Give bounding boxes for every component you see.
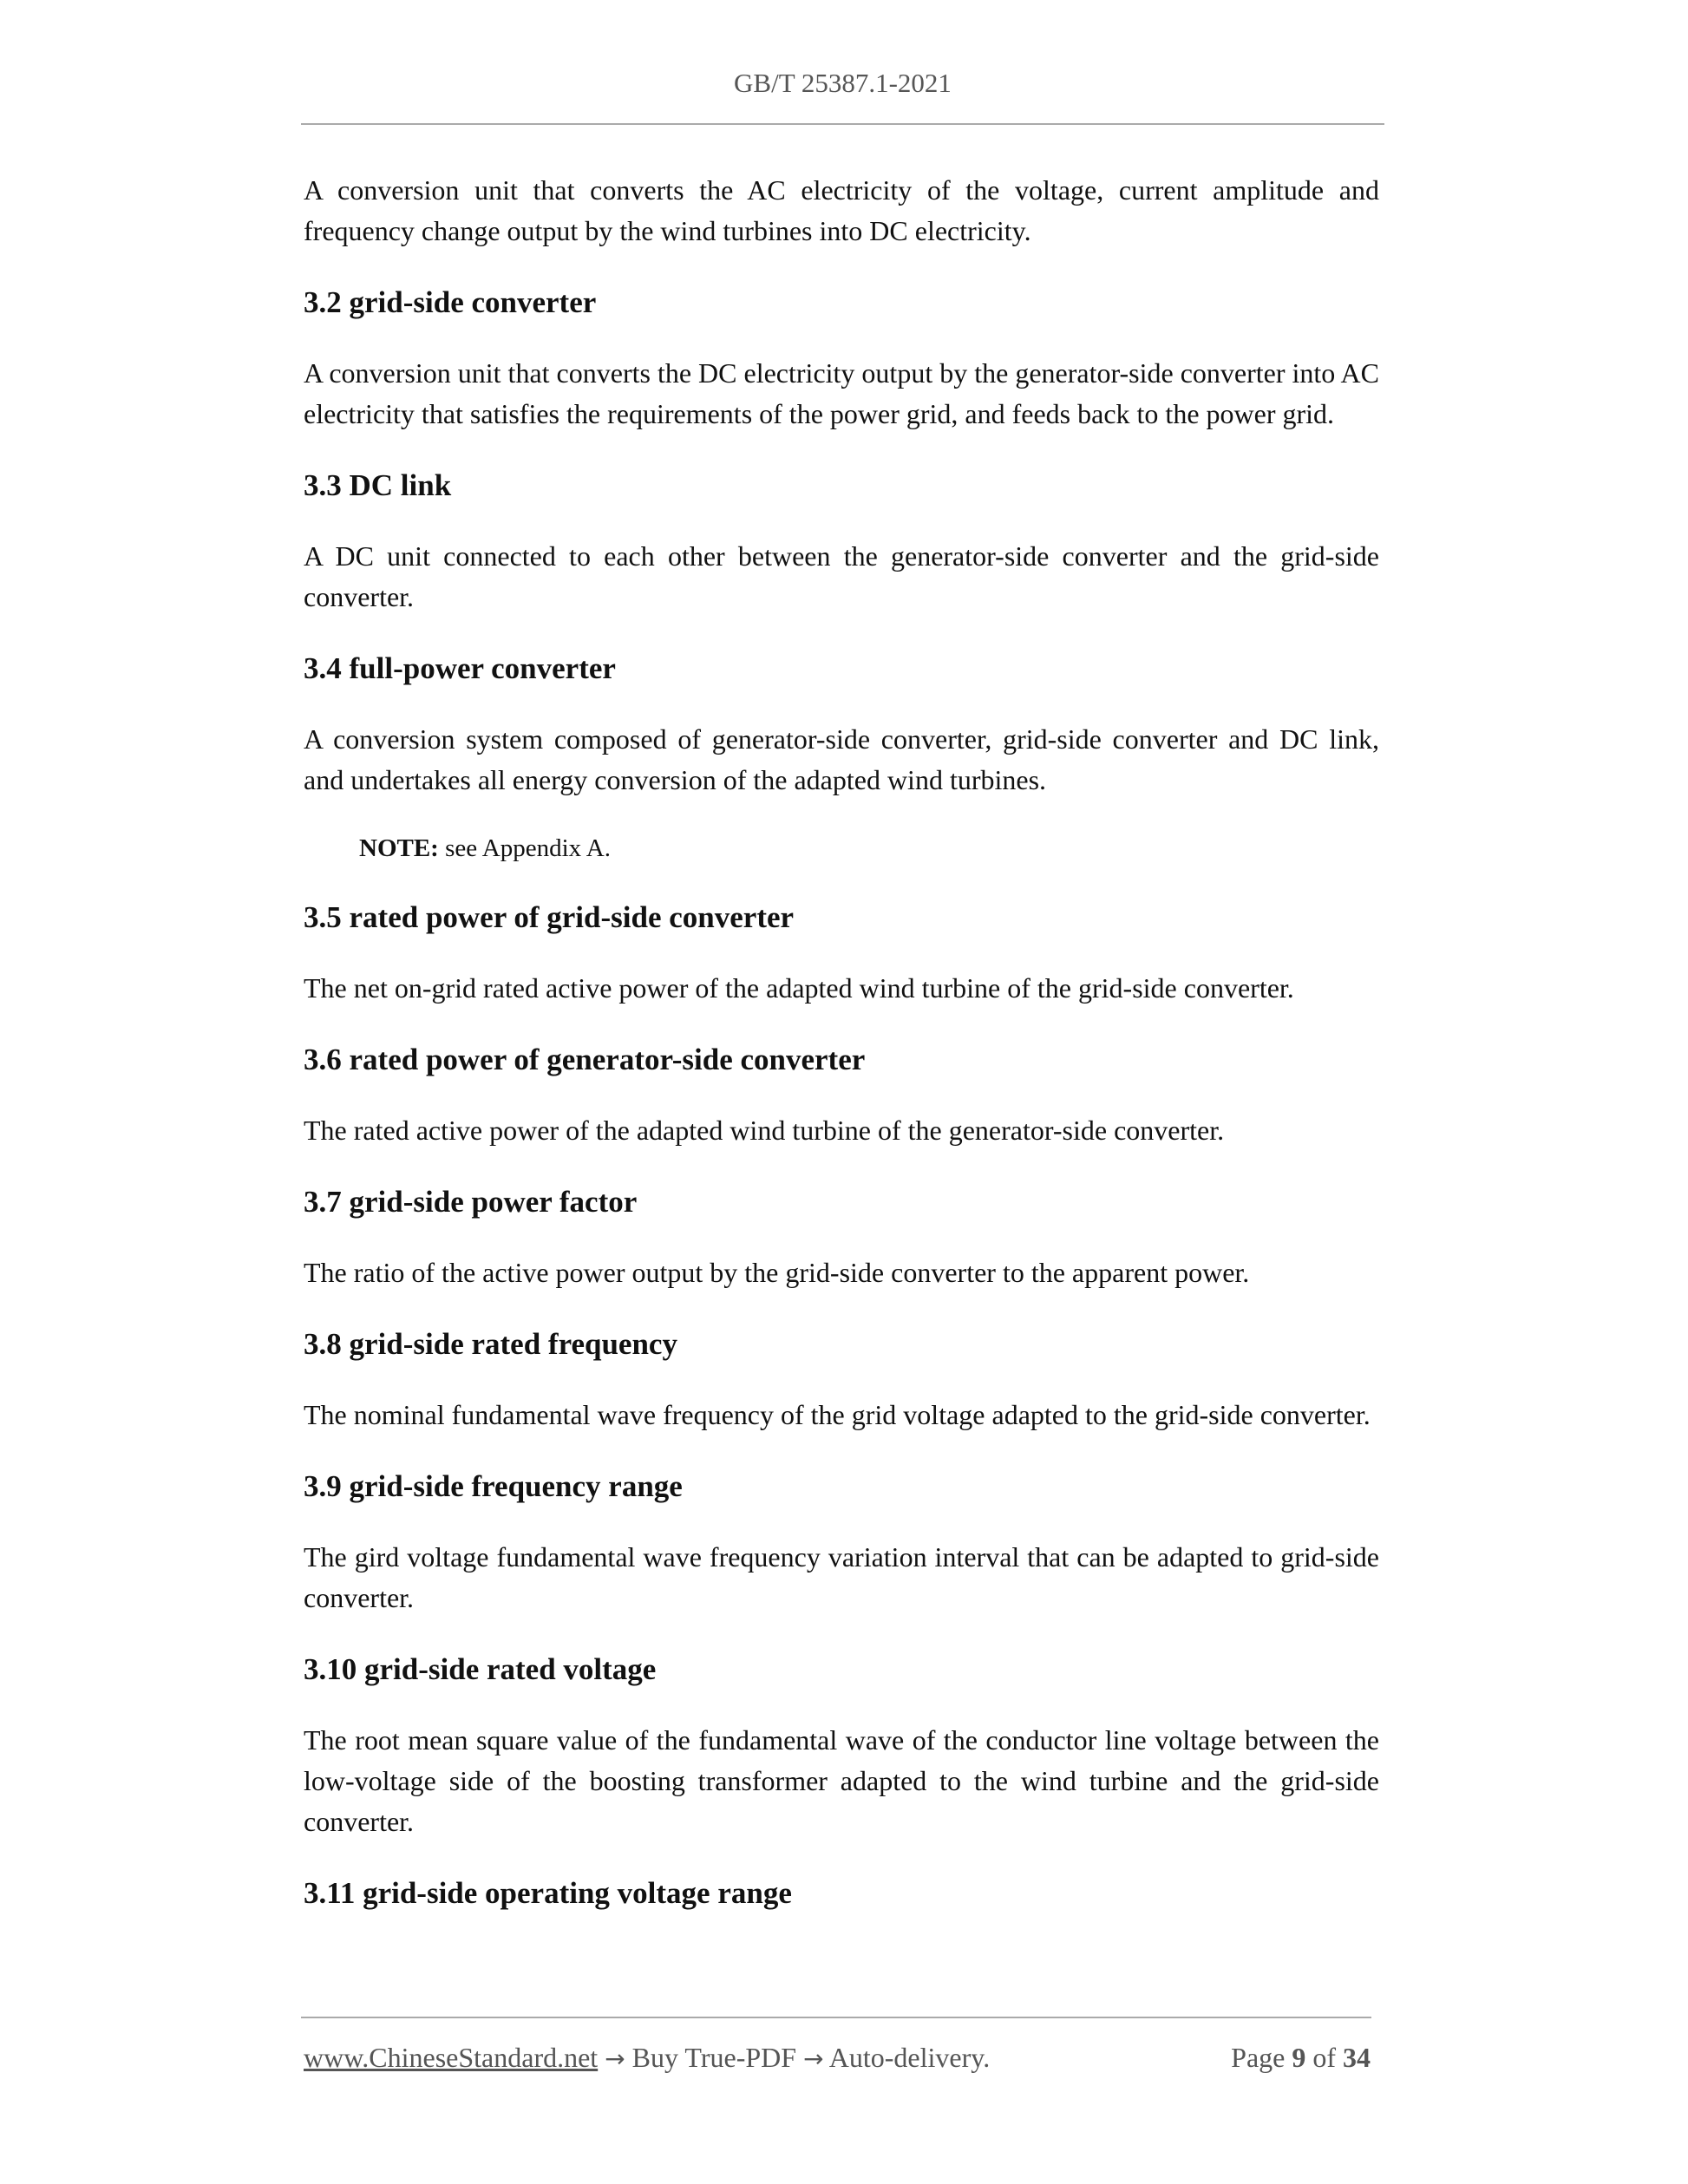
buy-pdf-text: Buy True-PDF [631,2042,797,2073]
intro-paragraph: A conversion unit that converts the AC electricity of the voltage, current amplitude and frequency change output by the wind turbines into DC electricity. [304,174,1379,246]
section-text-3-10: The root mean square value of the fundamental wave of the conductor line voltage between the low-voltage side of the boosting transformer adapted to the wind turbine and the grid-side converter. [304,1724,1379,1837]
section-heading-3-10: 3.10 grid-side rated voltage [304,1652,657,1686]
section-heading-3-2: 3.2 grid-side converter [304,285,597,319]
of-label: of [1312,2042,1336,2073]
section-heading-3-4: 3.4 full-power converter [304,651,616,685]
section-heading-3-11: 3.11 grid-side operating voltage range [304,1876,792,1910]
arrow-right-icon: → [605,2044,625,2073]
section-note-3-4 [304,828,1379,869]
footer-divider [301,2017,1371,2018]
section-text-3-7: The ratio of the active power output by the grid-side converter to the apparent power. [304,1257,1250,1288]
auto-delivery-text: Auto-delivery. [828,2042,991,2073]
section-heading-3-6: 3.6 rated power of generator-side converter [304,1043,866,1076]
page-header: GB/T 25387.1-2021 [734,68,952,98]
section-heading-3-9: 3.9 grid-side frequency range [304,1469,683,1503]
footer-promo [304,2038,990,2078]
section-text-3-6: The rated active power of the adapted wind turbine of the generator-side converter. [304,1115,1225,1146]
note-label: NOTE: [359,834,439,862]
section-text-3-2: A conversion unit that converts the DC electricity output by the generator-side converter into AC electricity that satisfies the requirements of the power grid, and feeds back to the power grid. [304,357,1379,429]
section-text-3-4: A conversion system composed of generator-side converter, grid-side converter and DC link, and undertakes all energy conversion of the adapted wind turbines. [304,723,1379,795]
section-heading-3-7: 3.7 grid-side power factor [304,1185,638,1219]
section-text-3-3: A DC unit connected to each other between the generator-side converter and the grid-side converter. [304,540,1379,612]
arrow-right-icon: → [803,2044,824,2073]
section-text-3-8: The nominal fundamental wave frequency of the grid voltage adapted to the grid-side converter. [304,1399,1371,1430]
page-number: 9 [1292,2042,1306,2073]
page-label: Page [1231,2042,1286,2073]
header-divider [301,123,1384,125]
page-indicator [1231,2038,1371,2076]
document-body [304,170,1379,1913]
section-heading-3-8: 3.8 grid-side rated frequency [304,1327,677,1361]
section-heading-3-5: 3.5 rated power of grid-side converter [304,900,795,934]
section-text-3-9: The gird voltage fundamental wave frequency variation interval that can be adapted to grid-side converter. [304,1541,1379,1613]
note-text: see Appendix A. [438,834,611,862]
website-link[interactable]: www.ChineseStandard.net [304,2042,599,2073]
total-pages: 34 [1343,2042,1371,2073]
section-text-3-5: The net on-grid rated active power of the adapted wind turbine of the grid-side converter. [304,972,1294,1004]
section-heading-3-3: 3.3 DC link [304,468,452,502]
